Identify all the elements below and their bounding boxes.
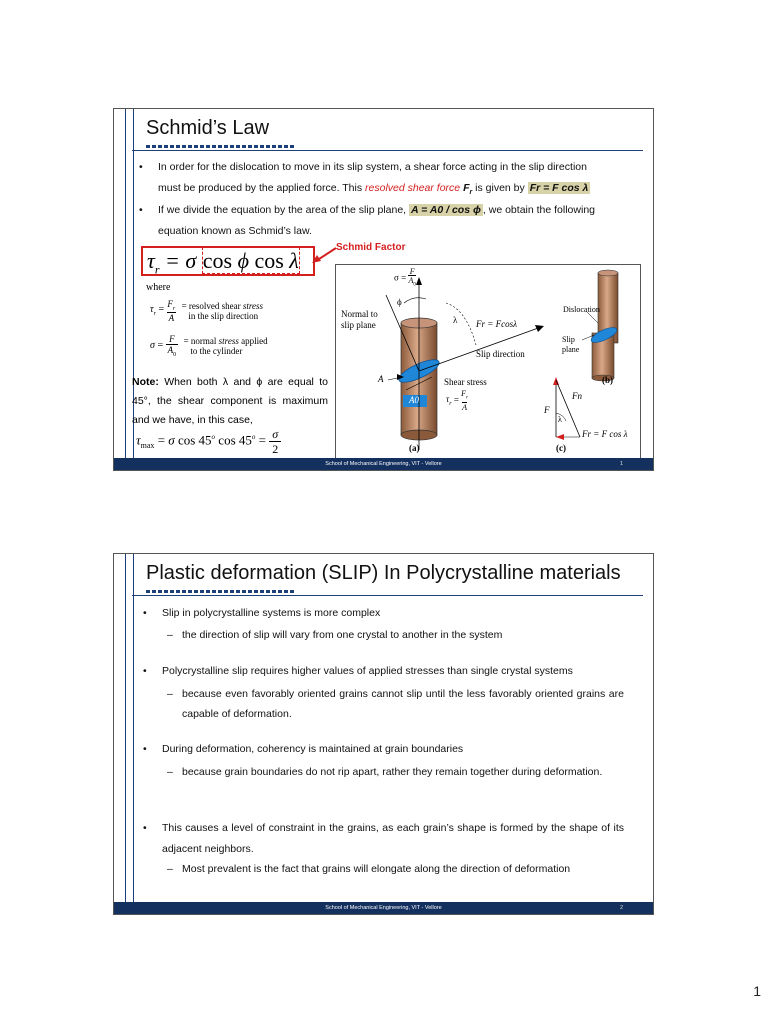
- bullet-4-text: This causes a level of constraint in the grains, as each grain’s shape is formed by the shape of its adjacent neighbors.: [162, 822, 624, 855]
- title-rule: [132, 150, 643, 151]
- note-paragraph: [132, 373, 328, 430]
- bullet-4: • This causes a level of constraint in the grains, as each grain’s shape is formed by the shape of its adjacent neighbors.: [143, 822, 624, 855]
- slide-title: Plastic deformation (SLIP) In Polycrystalline materials: [146, 562, 621, 584]
- sub-bullet-2-text: because even favorably oriented grains cannot slip until the less favorably oriented grains are capable of deformation.: [182, 688, 624, 720]
- slide-left-bar: [125, 554, 134, 902]
- slide-title: Schmid’s Law: [146, 117, 270, 139]
- title-dash-decoration: [146, 590, 296, 593]
- schmid-factor-label: Schmid Factor: [336, 242, 406, 253]
- slip-direction-label: in the slip direction: [188, 310, 259, 321]
- bullet-2-text: Polycrystalline slip requires higher values of applied stresses than single crystal systems: [162, 665, 573, 677]
- schmid-factor-arrow: [310, 245, 340, 265]
- figure-f: F: [544, 405, 550, 415]
- figure-tau-r: $\tau_r = \frac{F_r}{A}$: [446, 389, 468, 412]
- sub-bullet-4-text: Most prevalent is the fact that grains will elongate along the direction of deformation: [182, 863, 571, 875]
- bullet-1-line-1: In order for the dislocation to move in its slip system, a shear force acting in the slip direction: [158, 161, 587, 173]
- resolved-label: resolved shear: [188, 300, 241, 311]
- bullet-1-given-by: is given by: [475, 182, 525, 194]
- sub-bullet-1-text: the direction of slip will vary from one crystal to another in the system: [182, 629, 503, 641]
- schmid-law-formula-box: [141, 246, 315, 276]
- bullet-1-line-2: must be produced by the applied force. This: [158, 182, 363, 194]
- normal-stress-word: stress: [218, 335, 239, 346]
- title-rule: [132, 595, 643, 596]
- sub-bullet-4: – Most prevalent is the fact that grains will elongate along the direction of deformation: [167, 863, 571, 875]
- slide-footer: [114, 458, 653, 470]
- note-text: When both λ and ϕ are equal to 45°, the shear component is maximum and we have, in this case,: [132, 376, 329, 426]
- figure-lambda-c: λ: [558, 415, 562, 424]
- figure-sigma-top-label: σ =: [394, 272, 407, 283]
- bullet-2-line-1: If we divide the equation by the area of the slip plane,: [158, 204, 407, 216]
- figure-a0-label: A0: [409, 395, 419, 405]
- figure-dislocation: Dislocation: [563, 305, 600, 314]
- page-number: 1: [753, 983, 761, 999]
- schmid-law-formula: $\tau_r = \sigma$ cos ϕ cos λ: [147, 248, 299, 277]
- figure-fn: Fn: [572, 391, 582, 401]
- sub-bullet-1: – the direction of slip will vary from one crystal to another in the system: [167, 629, 503, 641]
- figure-lambda: λ: [453, 315, 458, 325]
- bullet-2-line-2: equation known as Schmid’s law.: [158, 225, 312, 237]
- slide-1: [113, 108, 654, 471]
- bullet-3-text: During deformation, coherency is maintained at grain boundaries: [162, 743, 464, 755]
- figure-sigma-top: $\sigma = \frac{F}{A_0}$: [394, 267, 416, 288]
- normal-label: normal: [190, 335, 217, 346]
- fr-equation-highlight: Fr = F cos λ: [529, 182, 589, 194]
- bullet-2: • If we divide the equation by the area of the slip plane, A = A0 / cos ϕ , we obtain the following equation known as Schmid’s law.: [139, 204, 595, 237]
- figure-label-a: (a): [409, 443, 420, 453]
- slide-page-number: 2: [619, 905, 623, 911]
- slide-footer: [114, 902, 653, 914]
- figure-fr-c: Fr = F cos λ: [582, 429, 628, 439]
- slide-page-number: 1: [619, 461, 623, 467]
- tau-max-equation: $\tau_{max} = \sigma$ cos 45$^o$ $\cos 45^o = \frac{\sigma}{2}$: [136, 427, 281, 456]
- figure-label-b: (b): [602, 375, 613, 385]
- slide-2: [113, 553, 654, 915]
- bullet-3: • During deformation, coherency is maintained at grain boundaries: [143, 743, 464, 755]
- figure-normal-label: Normal to slip plane: [341, 309, 378, 330]
- figure-label-c: (c): [556, 443, 566, 453]
- resolved-shear-force-term: resolved shear force: [365, 182, 461, 194]
- figure-a-label: A: [378, 374, 384, 384]
- footer-text: School of Mechanical Engineering, VIT - Vellore: [325, 461, 442, 467]
- figure-fr-label: Fr = Fcosλ: [476, 319, 517, 329]
- bullet-2-following: , we obtain the following: [482, 204, 595, 216]
- applied-label: applied: [241, 335, 268, 346]
- resolved-stress-definition: $\tau_r = \frac{F_r}{A}$ = resolved shear stress in the slip direction: [150, 299, 264, 323]
- figure-slip-direction: Slip direction: [476, 349, 525, 359]
- where-label: where: [146, 282, 171, 293]
- bullet-1: • Slip in polycrystalline systems is more complex: [143, 607, 381, 619]
- bullet-1-text: Slip in polycrystalline systems is more complex: [162, 607, 381, 619]
- note-label: Note:: [132, 376, 159, 388]
- sub-bullet-3-text: because grain boundaries do not rip apart, rather they remain together during deformation.: [182, 766, 603, 778]
- bullet-1: • In order for the dislocation to move in its slip system, a shear force acting in the slip direction must be produced by the applied force. This resolved shear force $F_r$ is given by Fr = F cos λ: [139, 161, 589, 197]
- figure-shear-stress: Shear stress: [444, 377, 487, 387]
- normal-stress-definition: $\sigma = \frac{F}{A_0}$ = normal stress applied to the cylinder: [150, 334, 268, 358]
- footer-text: School of Mechanical Engineering, VIT - Vellore: [325, 905, 442, 911]
- figure-phi: ϕ: [397, 297, 402, 307]
- title-dash-decoration: [146, 145, 296, 148]
- sub-bullet-2: – because even favorably oriented grains cannot slip until the less favorably oriented grains are capable of deformation.: [167, 688, 624, 720]
- resolved-stress-word: stress: [242, 300, 264, 311]
- bullet-2: • Polycrystalline slip requires higher values of applied stresses than single crystal systems: [143, 665, 573, 677]
- sub-bullet-3: – because grain boundaries do not rip apart, rather they remain together during deformation.: [167, 766, 603, 778]
- area-equation-highlight: A = A0 / cos ϕ: [411, 204, 481, 216]
- schmid-figure: [335, 264, 641, 461]
- cylinder-label: to the cylinder: [190, 345, 243, 356]
- figure-slip-plane: Slip plane: [562, 335, 580, 354]
